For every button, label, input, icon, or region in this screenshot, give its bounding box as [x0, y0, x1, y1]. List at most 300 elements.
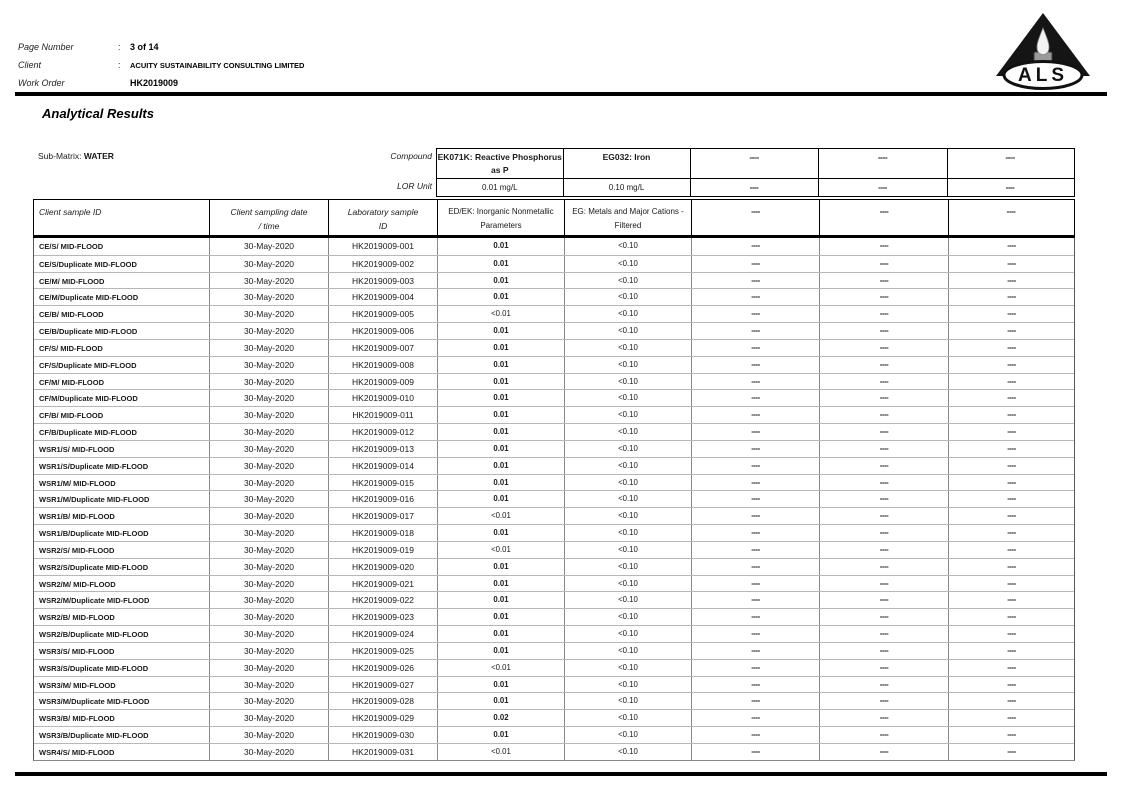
result-cell: ----: [819, 491, 948, 507]
lab-sample-id-cell: HK2019009-004: [328, 289, 437, 305]
result-cell: ----: [691, 424, 819, 440]
result-cell: ----: [691, 458, 819, 474]
result-cell: ----: [691, 660, 819, 676]
sub-matrix: [38, 151, 114, 161]
result-cell: ----: [948, 273, 1074, 289]
page-number-value: 3 of 14: [130, 42, 159, 52]
result-cell: <0.10: [564, 323, 691, 339]
result-cell: 0.01: [437, 475, 564, 491]
client-sample-id-cell: WSR2/B/ MID-FLOOD: [39, 613, 115, 623]
result-cell: 0.01: [437, 559, 564, 575]
result-cell: ----: [948, 323, 1074, 339]
client-sample-id-cell: WSR4/S/ MID-FLOOD: [39, 747, 115, 757]
table-row: [34, 608, 1074, 625]
result-cell: ----: [691, 491, 819, 507]
sampling-date-cell: 30-May-2020: [209, 323, 328, 339]
result-cell: 0.01: [437, 273, 564, 289]
table-row: [34, 305, 1074, 322]
table-row: [34, 322, 1074, 339]
result-cell: ----: [819, 256, 948, 272]
result-cell: ----: [948, 727, 1074, 743]
result-cell: 0.01: [437, 458, 564, 474]
client-sample-id-cell: WSR1/S/Duplicate MID-FLOOD: [39, 461, 149, 471]
lab-sample-id-cell: HK2019009-022: [328, 592, 437, 608]
result-cell: ----: [948, 576, 1074, 592]
result-cell: ----: [819, 542, 948, 558]
result-cell: ----: [691, 576, 819, 592]
analyte-header-box: [436, 148, 1075, 197]
result-cell: ----: [948, 660, 1074, 676]
table-row: [34, 288, 1074, 305]
sub-matrix-value: WATER: [83, 151, 114, 161]
page-number-row: [18, 38, 304, 56]
result-cell: ----: [819, 643, 948, 659]
result-cell: ----: [948, 357, 1074, 373]
result-cell: ----: [819, 374, 948, 390]
client-sample-id-cell: WSR3/B/Duplicate MID-FLOOD: [39, 731, 149, 741]
result-cell: 0.01: [437, 592, 564, 608]
sampling-date-cell: 30-May-2020: [209, 710, 328, 726]
table-row: [34, 591, 1074, 608]
compound-header-cell: ----: [947, 149, 1073, 178]
lab-sample-id-cell: HK2019009-015: [328, 475, 437, 491]
sampling-date-cell: 30-May-2020: [209, 289, 328, 305]
id-header-line2: ID: [378, 221, 388, 231]
result-cell: 0.01: [437, 407, 564, 423]
result-cell: 0.01: [437, 238, 564, 255]
sampling-date-cell: 30-May-2020: [209, 677, 328, 693]
lor-unit-row: [437, 178, 1074, 196]
client-sample-id-cell: CF/S/Duplicate MID-FLOOD: [39, 360, 137, 370]
sampling-date-cell: 30-May-2020: [209, 542, 328, 558]
sub-matrix-label: Sub-Matrix:: [38, 151, 82, 161]
table-row: [34, 659, 1074, 676]
result-cell: ----: [948, 677, 1074, 693]
result-cell: ----: [819, 609, 948, 625]
sampling-date-cell: 30-May-2020: [209, 340, 328, 356]
result-cell: ----: [819, 727, 948, 743]
client-sample-id-cell: CF/B/ MID-FLOOD: [39, 411, 104, 421]
result-cell: ----: [948, 407, 1074, 423]
lab-sample-id-cell: HK2019009-005: [328, 306, 437, 322]
result-cell: ----: [819, 407, 948, 423]
result-cell: 0.01: [437, 626, 564, 642]
result-cell: <0.10: [564, 576, 691, 592]
sampling-date-cell: 30-May-2020: [209, 475, 328, 491]
lab-sample-id-cell: HK2019009-003: [328, 273, 437, 289]
result-cell: ----: [691, 475, 819, 491]
client-sample-id-cell: WSR1/M/Duplicate MID-FLOOD: [39, 495, 150, 505]
client-sample-id-cell: WSR2/S/ MID-FLOOD: [39, 545, 115, 555]
result-cell: <0.10: [564, 390, 691, 406]
result-cell: ----: [819, 424, 948, 440]
result-cell: <0.01: [437, 508, 564, 524]
client-sample-id-cell: CF/M/Duplicate MID-FLOOD: [39, 394, 138, 404]
result-cell: 0.01: [437, 576, 564, 592]
result-cell: 0.01: [437, 289, 564, 305]
result-cell: ----: [819, 306, 948, 322]
client-sample-id-cell: CE/B/ MID-FLOOD: [39, 310, 104, 320]
method-group-cell: ED/EK: Inorganic Nonmetallic Parameters: [437, 200, 564, 235]
result-cell: ----: [691, 744, 819, 760]
result-cell: ----: [948, 491, 1074, 507]
result-cell: ----: [819, 576, 948, 592]
result-cell: <0.10: [564, 374, 691, 390]
result-cell: ----: [819, 525, 948, 541]
result-cell: <0.10: [564, 441, 691, 457]
result-cell: ----: [948, 306, 1074, 322]
section-title: Analytical Results: [42, 106, 154, 121]
lab-sample-id-cell: HK2019009-025: [328, 643, 437, 659]
result-cell: <0.10: [564, 491, 691, 507]
client-sample-id-cell: CE/S/Duplicate MID-FLOOD: [39, 259, 137, 269]
lab-sample-id-cell: HK2019009-021: [328, 576, 437, 592]
table-row: [34, 743, 1074, 760]
header-rule: [15, 92, 1107, 96]
result-cell: <0.01: [437, 542, 564, 558]
table-row: [34, 558, 1074, 575]
sampling-date-cell: 30-May-2020: [209, 458, 328, 474]
sampling-date-cell: 30-May-2020: [209, 559, 328, 575]
result-cell: ----: [948, 592, 1074, 608]
result-cell: <0.10: [564, 609, 691, 625]
method-group-cell: ----: [948, 200, 1073, 235]
result-cell: <0.10: [564, 475, 691, 491]
lor-row-label: LOR Unit: [397, 181, 432, 191]
result-cell: ----: [691, 626, 819, 642]
sampling-date-cell: 30-May-2020: [209, 407, 328, 423]
client-sample-id-cell: WSR2/M/ MID-FLOOD: [39, 579, 116, 589]
result-cell: ----: [691, 559, 819, 575]
result-cell: ----: [948, 374, 1074, 390]
lab-sample-id-cell: HK2019009-007: [328, 340, 437, 356]
lor-unit-cell: 0.01 mg/L: [481, 183, 518, 192]
result-cell: ----: [691, 643, 819, 659]
sampling-date-cell: 30-May-2020: [209, 424, 328, 440]
result-cell: ----: [819, 458, 948, 474]
table-row: [34, 541, 1074, 558]
result-cell: ----: [819, 626, 948, 642]
result-cell: ----: [691, 273, 819, 289]
result-cell: <0.10: [564, 289, 691, 305]
result-cell: <0.10: [564, 424, 691, 440]
sampling-date-cell: 30-May-2020: [209, 374, 328, 390]
result-cell: <0.10: [564, 744, 691, 760]
result-cell: ----: [948, 643, 1074, 659]
client-row: [18, 56, 304, 74]
result-cell: ----: [819, 357, 948, 373]
id-header-line1: Client sample ID: [39, 207, 102, 217]
client-sample-id-cell: CF/S/ MID-FLOOD: [39, 343, 103, 353]
lor-unit-cell: ----: [690, 179, 818, 196]
lab-sample-id-cell: HK2019009-017: [328, 508, 437, 524]
client-sample-id-cell: WSR1/S/ MID-FLOOD: [39, 444, 115, 454]
lab-sample-id-cell: HK2019009-026: [328, 660, 437, 676]
result-cell: ----: [948, 289, 1074, 305]
sampling-date-cell: 30-May-2020: [209, 626, 328, 642]
lab-sample-id-cell: HK2019009-006: [328, 323, 437, 339]
id-header-cell: [209, 200, 328, 235]
client-sample-id-cell: WSR2/S/Duplicate MID-FLOOD: [39, 562, 149, 572]
page-number-label: Page Number: [18, 42, 74, 52]
result-cell: ----: [691, 693, 819, 709]
sampling-date-cell: 30-May-2020: [209, 744, 328, 760]
result-cell: <0.10: [564, 525, 691, 541]
result-cell: ----: [819, 475, 948, 491]
id-header-line1: Laboratory sample: [347, 207, 419, 217]
lab-sample-id-cell: HK2019009-019: [328, 542, 437, 558]
lab-sample-id-cell: HK2019009-010: [328, 390, 437, 406]
lab-sample-id-cell: HK2019009-018: [328, 525, 437, 541]
client-sample-id-cell: CF/M/ MID-FLOOD: [39, 377, 104, 387]
svg-text:ALS: ALS: [1018, 65, 1068, 86]
result-cell: ----: [819, 323, 948, 339]
result-cell: 0.01: [437, 390, 564, 406]
result-cell: <0.10: [564, 727, 691, 743]
client-sample-id-cell: CE/B/Duplicate MID-FLOOD: [39, 327, 138, 337]
result-cell: 0.01: [437, 609, 564, 625]
lab-sample-id-cell: HK2019009-014: [328, 458, 437, 474]
sampling-date-cell: 30-May-2020: [209, 256, 328, 272]
table-row: [34, 373, 1074, 390]
lab-sample-id-cell: HK2019009-009: [328, 374, 437, 390]
colon: :: [118, 60, 121, 70]
sampling-date-cell: 30-May-2020: [209, 441, 328, 457]
result-cell: ----: [948, 238, 1074, 255]
client-sample-id-cell: CE/M/ MID-FLOOD: [39, 276, 105, 286]
result-cell: ----: [691, 525, 819, 541]
table-row: [34, 255, 1074, 272]
result-cell: 0.01: [437, 491, 564, 507]
table-row: [34, 642, 1074, 659]
sampling-date-cell: 30-May-2020: [209, 525, 328, 541]
sampling-date-cell: 30-May-2020: [209, 727, 328, 743]
table-row: [34, 474, 1074, 491]
result-cell: <0.01: [437, 744, 564, 760]
compound-row-label: Compound: [390, 151, 432, 161]
result-cell: 0.01: [437, 256, 564, 272]
result-cell: <0.10: [564, 357, 691, 373]
result-cell: ----: [819, 273, 948, 289]
result-cell: ----: [948, 458, 1074, 474]
result-cell: <0.10: [564, 306, 691, 322]
lab-sample-id-cell: HK2019009-031: [328, 744, 437, 760]
result-cell: ----: [819, 660, 948, 676]
result-cell: <0.10: [564, 693, 691, 709]
column-header-row: [33, 199, 1075, 238]
lab-sample-id-cell: HK2019009-020: [328, 559, 437, 575]
table-row: [34, 406, 1074, 423]
sampling-date-cell: 30-May-2020: [209, 693, 328, 709]
method-group-cell: ----: [691, 200, 819, 235]
lab-sample-id-cell: HK2019009-029: [328, 710, 437, 726]
result-cell: ----: [819, 390, 948, 406]
work-order-row: [18, 74, 304, 92]
method-group-cell: ----: [819, 200, 948, 235]
client-sample-id-cell: WSR1/M/ MID-FLOOD: [39, 478, 116, 488]
table-row: [34, 625, 1074, 642]
client-sample-id-cell: WSR2/M/Duplicate MID-FLOOD: [39, 596, 150, 606]
lab-sample-id-cell: HK2019009-011: [328, 407, 437, 423]
result-cell: ----: [691, 323, 819, 339]
result-cell: 0.01: [437, 323, 564, 339]
result-cell: <0.10: [564, 643, 691, 659]
table-row: [34, 726, 1074, 743]
result-cell: ----: [819, 559, 948, 575]
lab-sample-id-cell: HK2019009-001: [328, 238, 437, 255]
result-cell: <0.10: [564, 660, 691, 676]
table-row: [34, 490, 1074, 507]
result-cell: <0.10: [564, 340, 691, 356]
lab-sample-id-cell: HK2019009-028: [328, 693, 437, 709]
id-header-cell: [328, 200, 437, 235]
result-cell: 0.01: [437, 643, 564, 659]
table-row: [34, 524, 1074, 541]
work-order-label: Work Order: [18, 78, 65, 88]
sampling-date-cell: 30-May-2020: [209, 273, 328, 289]
result-cell: ----: [819, 677, 948, 693]
result-cell: ----: [819, 340, 948, 356]
result-cell: <0.10: [564, 559, 691, 575]
client-sample-id-cell: CE/S/ MID-FLOOD: [39, 242, 104, 251]
table-row: [34, 507, 1074, 524]
result-cell: ----: [691, 238, 819, 255]
result-cell: 0.01: [437, 693, 564, 709]
lab-sample-id-cell: HK2019009-023: [328, 609, 437, 625]
client-sample-id-cell: WSR1/B/ MID-FLOOD: [39, 512, 115, 522]
compound-header-cell: EK071K: Reactive Phosphorus as P: [437, 152, 562, 175]
result-cell: ----: [948, 525, 1074, 541]
result-cell: ----: [691, 592, 819, 608]
result-cell: <0.10: [564, 273, 691, 289]
result-cell: ----: [691, 340, 819, 356]
result-cell: <0.10: [564, 710, 691, 726]
table-row: [34, 238, 1074, 255]
result-cell: ----: [948, 424, 1074, 440]
client-sample-id-cell: CE/M/Duplicate MID-FLOOD: [39, 293, 139, 303]
result-cell: ----: [691, 441, 819, 457]
result-cell: 0.01: [437, 727, 564, 743]
result-cell: <0.10: [564, 508, 691, 524]
result-cell: <0.10: [564, 677, 691, 693]
sampling-date-cell: 30-May-2020: [209, 491, 328, 507]
result-cell: 0.01: [437, 441, 564, 457]
result-cell: ----: [691, 306, 819, 322]
table-row: [34, 389, 1074, 406]
client-value: ACUITY SUSTAINABILITY CONSULTING LIMITED: [130, 61, 305, 70]
result-cell: 0.01: [437, 525, 564, 541]
result-cell: ----: [948, 508, 1074, 524]
als-logo-icon: [988, 12, 1098, 90]
compound-name-row: [437, 149, 1074, 178]
colon: [118, 74, 130, 92]
result-cell: ----: [819, 508, 948, 524]
sampling-date-cell: 30-May-2020: [209, 306, 328, 322]
page-header-fields: [18, 38, 304, 92]
result-cell: <0.10: [564, 626, 691, 642]
result-cell: ----: [691, 289, 819, 305]
lab-sample-id-cell: HK2019009-012: [328, 424, 437, 440]
result-cell: ----: [691, 710, 819, 726]
table-row: [34, 692, 1074, 709]
sampling-date-cell: 30-May-2020: [209, 576, 328, 592]
result-cell: 0.02: [437, 710, 564, 726]
result-cell: ----: [948, 710, 1074, 726]
result-cell: 0.01: [437, 677, 564, 693]
result-cell: ----: [691, 677, 819, 693]
als-logo: [988, 12, 1098, 90]
lab-sample-id-cell: HK2019009-030: [328, 727, 437, 743]
sampling-date-cell: 30-May-2020: [209, 592, 328, 608]
result-cell: ----: [691, 508, 819, 524]
client-sample-id-cell: WSR3/M/ MID-FLOOD: [39, 680, 116, 690]
id-header-line2: / time: [258, 221, 280, 231]
result-cell: ----: [948, 475, 1074, 491]
table-row: [34, 272, 1074, 289]
method-group-cell: EG: Metals and Major Cations - Filtered: [564, 200, 691, 235]
footer-rule: [15, 772, 1107, 776]
lor-unit-cell: ----: [818, 179, 947, 196]
result-cell: 0.01: [437, 340, 564, 356]
client-label: Client: [18, 60, 42, 70]
table-row: [34, 457, 1074, 474]
table-row: [34, 676, 1074, 693]
id-header-line1: Client sampling date: [230, 207, 308, 217]
result-cell: <0.10: [564, 542, 691, 558]
table-row: [34, 356, 1074, 373]
result-cell: ----: [948, 340, 1074, 356]
lab-sample-id-cell: HK2019009-008: [328, 357, 437, 373]
lab-sample-id-cell: HK2019009-027: [328, 677, 437, 693]
result-cell: <0.10: [564, 238, 691, 255]
table-row: [34, 440, 1074, 457]
work-order-value: HK2019009: [130, 78, 179, 88]
result-cell: ----: [819, 289, 948, 305]
result-cell: <0.10: [564, 458, 691, 474]
client-sample-id-cell: WSR2/B/Duplicate MID-FLOOD: [39, 630, 149, 640]
table-row: [34, 339, 1074, 356]
sampling-date-cell: 30-May-2020: [209, 660, 328, 676]
result-cell: ----: [948, 542, 1074, 558]
result-cell: ----: [691, 390, 819, 406]
result-cell: ----: [819, 693, 948, 709]
sampling-date-cell: 30-May-2020: [209, 609, 328, 625]
result-cell: ----: [691, 357, 819, 373]
result-cell: <0.10: [564, 592, 691, 608]
result-cell: 0.01: [437, 374, 564, 390]
result-cell: ----: [819, 710, 948, 726]
result-cell: ----: [948, 744, 1074, 760]
sampling-date-cell: 30-May-2020: [209, 643, 328, 659]
result-cell: ----: [691, 727, 819, 743]
sampling-date-cell: 30-May-2020: [209, 390, 328, 406]
lab-sample-id-cell: HK2019009-002: [328, 256, 437, 272]
result-cell: <0.01: [437, 660, 564, 676]
lab-sample-id-cell: HK2019009-013: [328, 441, 437, 457]
result-cell: <0.10: [564, 256, 691, 272]
lor-unit-cell: 0.10 mg/L: [563, 179, 690, 196]
lor-unit-cell: ----: [947, 179, 1073, 196]
client-sample-id-cell: WSR3/M/Duplicate MID-FLOOD: [39, 697, 150, 707]
table-row: [34, 575, 1074, 592]
table-row: [34, 709, 1074, 726]
colon: :: [118, 42, 121, 52]
result-cell: ----: [819, 592, 948, 608]
lab-sample-id-cell: HK2019009-024: [328, 626, 437, 642]
result-cell: ----: [691, 374, 819, 390]
client-sample-id-cell: WSR3/S/Duplicate MID-FLOOD: [39, 663, 149, 673]
result-cell: ----: [948, 256, 1074, 272]
